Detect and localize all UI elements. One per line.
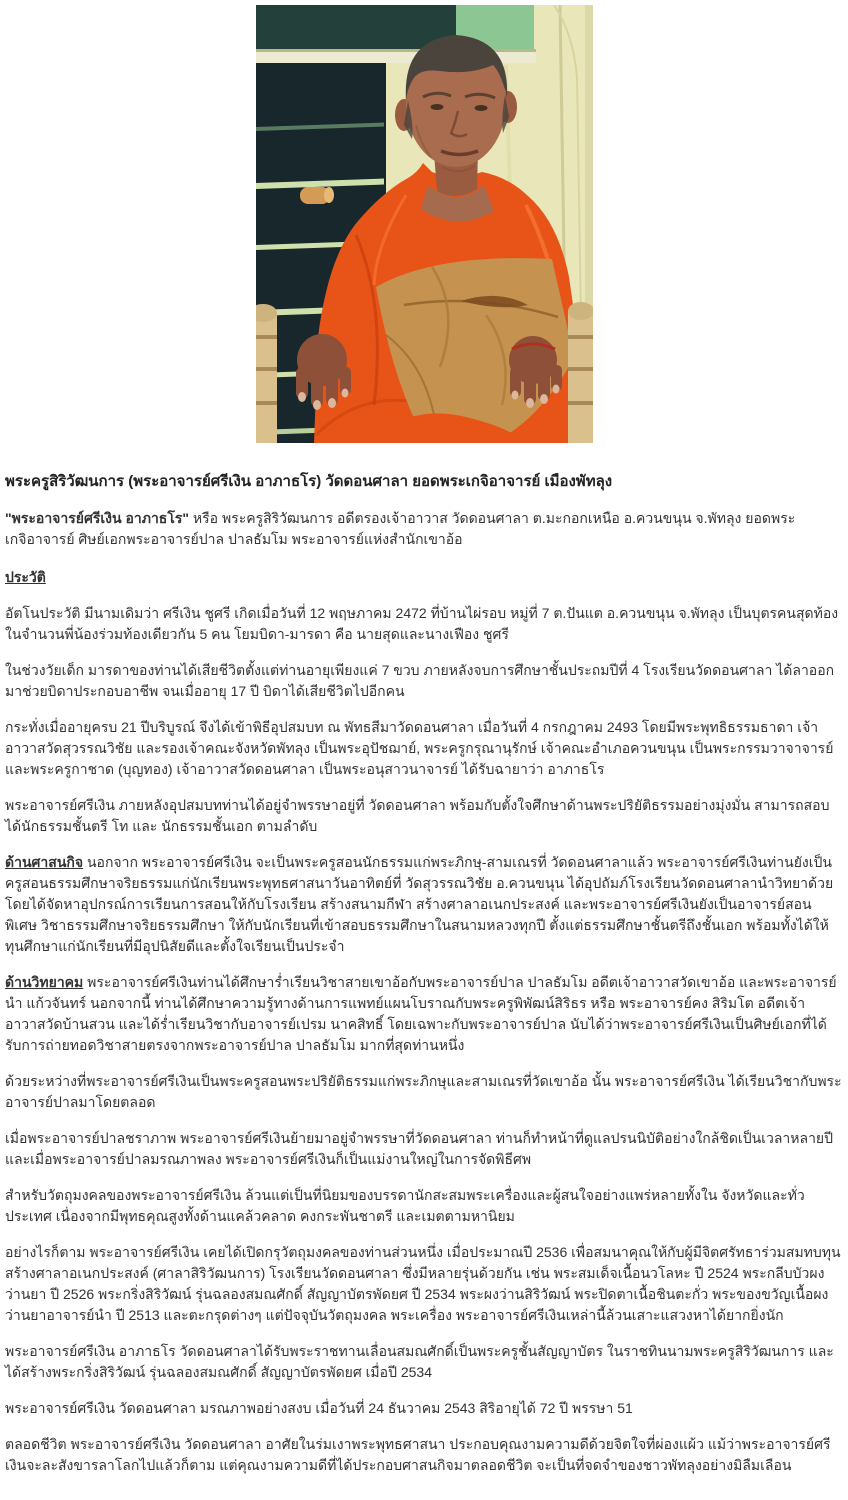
emphasized-text: "พระอาจารย์ศรีเงิน อาภาธโร" [5,510,190,526]
paragraph-text: หรือ พระครูสิริวัฒนการ อดีตรองเจ้าอาวาส วัดดอนศาลา ต.มะกอกเหนือ อ.ควนขนุน จ.พัทลุง ยอดพระเกจิอาจารย์ ศิษย์เอกพระอาจารย์ปาล ปาลธัมโม พระอาจารย์แห่งสำนักเขาอ้อ [5,510,796,547]
paragraph-text: พระอาจารย์ศรีเงิน วัดดอนศาลา มรณภาพอย่างสงบ เมื่อวันที่ 24 ธันวาคม 2543 สิริอายุได้ 72 ปี พรรษา 51 [5,1400,633,1416]
paragraph-text: พระอาจารย์ศรีเงิน อาภาธโร วัดดอนศาลาได้รับพระราชทานเลื่อนสมณศักดิ์เป็นพระครูชั้นสัญญาบัตร ในราชทินนามพระครูสิริวัฒนการ และได้สร้างพระกริ่งสิริวัฒน์ รุ่นฉลองสมณศักดิ์ สัญญาบัตรพัดยศ เมื่อปี 2534 [5,1343,834,1380]
emphasized-text: ด้านวิทยาคม [5,974,84,990]
paragraph-text: นอกจาก พระอาจารย์ศรีเงิน จะเป็นพระครูสอนนักธรรมแก่พระภิกษุ-สามเณรที่ วัดดอนศาลาแล้ว พระอาจารย์ศรีเงินท่านยังเป็นครูสอนธรรมศึกษาจริยธรรมแก่นักเรียนพระพุทธศาสนาวันอาทิตย์ที่ วัดสุวรรณวิชัย อ.ควนขนุน ได้อุปถัมภ์โรงเรียนวัดดอนศาลานำวิทยาด้วย โดยได้จัดหาอุปกรณ์การเรียนการสอนให้กับโรงเรียน สร้างสนามกีฬา สร้างศาลาอเนกประสงค์ และพระอาจารย์ศรีเงินยังเป็นอาจารย์สอนพิเศษ วิชาธรรมศึกษาจริยธรรมศึกษา ให้กับนักเรียนที่เข้าสอบธรรมศึกษาในสนามหลวงทุกปี ตั้งแต่ธรรมศึกษาชั้นตรีถึงชั้นเอก พร้อมทั้งได้ให้ทุนศึกษาแก่นักเรียนที่มีอุปนิสัยดีและตั้งใจเรียนเป็นประจำ [5,854,834,954]
article-paragraph [5,1128,843,1170]
article-page [0,5,848,1500]
emphasized-text: ประวัติ [5,569,46,585]
article-paragraph [5,603,843,645]
section-heading [5,567,843,588]
paragraph-text: กระทั่งเมื่ออายุครบ 21 ปีบริบูรณ์ จึงได้เข้าพิธีอุปสมบท ณ พัทธสีมาวัดดอนศาลา เมื่อวันที่ 4 กรกฎาคม 2493 โดยมีพระพุทธิธรรมธาดา เจ้าอาวาสวัดสุวรรณวิชัย และรองเจ้าคณะจังหวัดพัทลุง เป็นพระอุปัชฌาย์, พระครูกรุณานุรักษ์ เจ้าคณะอำเภอควนขนุน เป็นพระกรรมวาจาจารย์ และพระครูกาชาด (บุญทอง) เจ้าอาวาสวัดดอนศาลา เป็นพระอนุสาวนาจารย์ ได้รับฉายาว่า อาภาธโร [5,719,834,777]
article-paragraph [5,852,843,957]
monk-photo-illustration [256,5,593,443]
paragraph-text: พระอาจารย์ศรีเงินท่านได้ศึกษาร่ำเรียนวิชาสายเขาอ้อกับพระอาจารย์ปาล ปาลธัมโม อดีตเจ้าอาวาสวัดเขาอ้อ และพระอาจารย์นำ แก้วจันทร์ นอกจากนี้ ท่านได้ศึกษาความรู้ทางด้านการแพทย์แผนโบราณกับพระครูพิพัฒน์สิริธร หรือ พระอาจารย์คง สิริมโต อดีตเจ้าอาวาสวัดบ้านสวน และได้ร่ำเรียนวิชากับอาจารย์เปรม นาคสิทธิ์ โดยเฉพาะกับพระอาจารย์ปาล นับได้ว่าพระอาจารย์ศรีเงินเป็นศิษย์เอกที่ได้รับการถ่ายทอดวิชาสายตรงจากพระอาจารย์ปาล ปาลธัมโม มากที่สุดท่านหนึ่ง [5,974,837,1053]
article-paragraph [5,1242,843,1326]
article-paragraph [5,660,843,702]
paragraph-text: สำหรับวัตถุมงคลของพระอาจารย์ศรีเงิน ล้วนแต่เป็นที่นิยมของบรรดานักสะสมพระเครื่องและผู้สนใจอย่างแพร่หลายทั้งใน จังหวัดและทั่วประเทศ เนื่องจากมีพุทธคุณสูงทั้งด้านแคล้วคลาด คงกระพันชาตรี และเมตตามหานิยม [5,1187,805,1224]
article-body [5,508,843,1476]
paragraph-text: พระอาจารย์ศรีเงิน ภายหลังอุปสมบทท่านได้อยู่จำพรรษาอยู่ที่ วัดดอนศาลา พร้อมกับตั้งใจศึกษาด้านพระปริยัติธรรมอย่างมุ่งมั่น สามารถสอบได้นักธรรมชั้นตรี โท และ นักธรรมชั้นเอก ตามลำดับ [5,797,830,834]
page-title: พระครูสิริวัฒนการ (พระอาจารย์ศรีเงิน อาภาธโร) วัดดอนศาลา ยอดพระเกจิอาจารย์ เมืองพัทลุง [5,473,613,490]
paragraph-text: อย่างไรก็ตาม พระอาจารย์ศรีเงิน เคยได้เปิดกรุวัตถุมงคลของท่านส่วนหนึ่ง เมื่อประมาณปี 2536 เพื่อสมนาคุณให้กับผู้มีจิตศรัทธาร่วมสมทบทุนสร้างศาลาอเนกประสงค์ (ศาลาสิริวัฒนการ) โรงเรียนวัดดอนศาลา ซึ่งมีหลายรุ่นด้วยกัน เช่น พระสมเด็จเนื้อนวโลหะ ปี 2524 พระกลีบบัวผงว่านยา ปี 2526 พระกริ่งสิริวัฒน์ รุ่นฉลองสมณศักดิ์ สัญญาบัตรพัดยศ ปี 2534 พระผงว่านสิริวัฒน์ พระปิดตาเนื้อชินตะกั่ว พระของขวัญเนื้อผงว่านยาอาจารย์นำ ปี 2513 และตะกรุดต่างๆ แต่ปัจจุบันวัตถุมงคล พระเครื่อง พระอาจารย์ศรีเงินเหล่านี้ล้วนเสาะแสวงหาได้ยากยิ่งนัก [5,1244,841,1323]
paragraph-text: อัตโนประวัติ มีนามเดิมว่า ศรีเงิน ชูศรี เกิดเมื่อวันที่ 12 พฤษภาคม 2472 ที่บ้านไผ่รอบ หมู่ที่ 7 ต.ปันแต อ.ควนขนุน จ.พัทลุง เป็นบุตรคนสุดท้องในจำนวนพี่น้องร่วมท้องเดียวกัน 5 คน โยมบิดา-มารดา คือ นายสุดและนางเฟือง ชูศรี [5,605,839,642]
monk-photo [256,5,593,443]
emphasized-text: ด้านศาสนกิจ [5,854,84,870]
article-paragraph [5,1398,843,1419]
article-paragraph [5,1434,843,1476]
article-paragraph [5,1071,843,1113]
article-paragraph [5,1341,843,1383]
paragraph-text: ด้วยระหว่างที่พระอาจารย์ศรีเงินเป็นพระครูสอนพระปริยัติธรรมแก่พระภิกษุและสามเณรที่วัดเขาอ้อ นั้น พระอาจารย์ศรีเงิน ได้เรียนวิชากับพระอาจารย์ปาลมาโดยตลอด [5,1073,842,1110]
article-paragraph [5,972,843,1056]
paragraph-text: ในช่วงวัยเด็ก มารดาของท่านได้เสียชีวิตตั้งแต่ท่านอายุเพียงแค่ 7 ขวบ ภายหลังจบการศึกษาชั้นประถมปีที่ 4 โรงเรียนวัดดอนศาลา ได้ลาออกมาช่วยบิดาประกอบอาชีพ จนเมื่ออายุ 17 ปี บิดาได้เสียชีวิตไปอีกคน [5,662,835,699]
article-paragraph [5,508,843,550]
article-paragraph [5,795,843,837]
article-paragraph [5,1185,843,1227]
paragraph-text: ตลอดชีวิต พระอาจารย์ศรีเงิน วัดดอนศาลา อาศัยในร่มเงาพระพุทธศาสนา ประกอบคุณงามความดีด้วยจิตใจที่ผ่องแผ้ว แม้ว่าพระอาจารย์ศรีเงินจะละสังขารลาโลกไปแล้วก็ตาม แต่คุณงามความดีที่ได้ประกอบศาสนกิจมาตลอดชีวิต จะเป็นที่จดจำของชาวพัทลุงอย่างมิลืมเลือน [5,1436,831,1473]
paragraph-text: เมื่อพระอาจารย์ปาลชราภาพ พระอาจารย์ศรีเงินย้ายมาอยู่จำพรรษาที่วัดดอนศาลา ท่านก็ทำหน้าที่ดูแลปรนนิบัติอย่างใกล้ชิดเป็นเวลาหลายปี และเมื่อพระอาจารย์ปาลมรณภาพลง พระอาจารย์ศรีเงินก็เป็นแม่งานใหญ่ในการจัดพิธีศพ [5,1130,834,1167]
article-paragraph [5,717,843,780]
